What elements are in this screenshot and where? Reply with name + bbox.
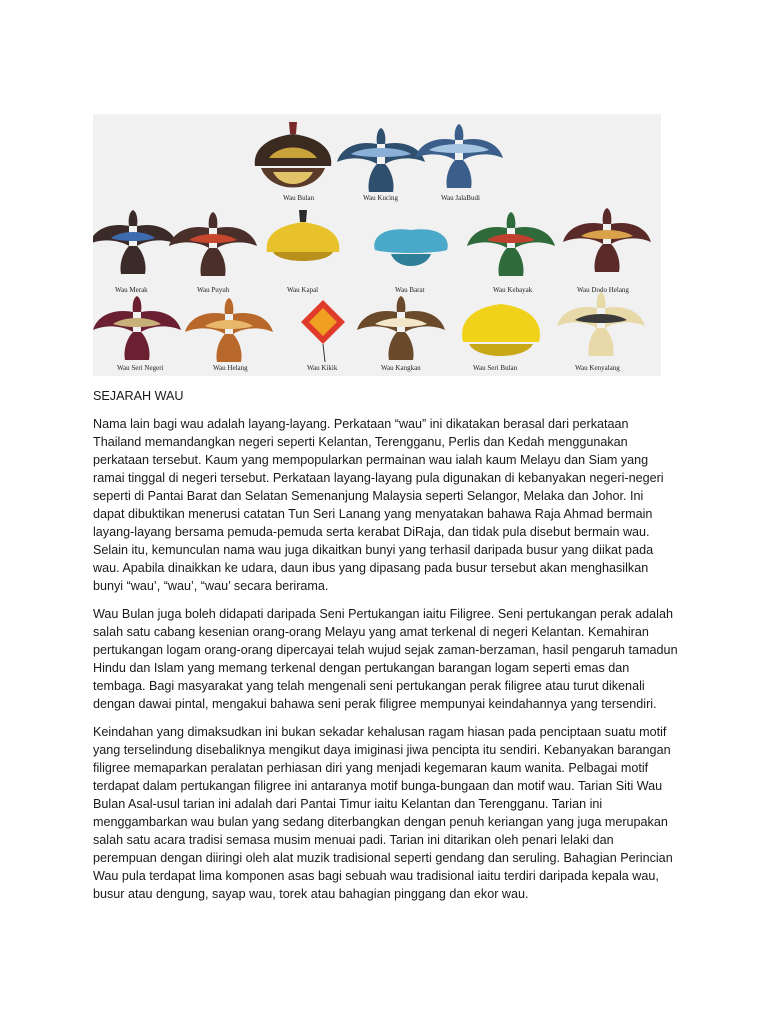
wau-kites-illustration	[93, 114, 661, 376]
kite-label: Wau Kucing	[363, 194, 399, 202]
kite-wau-kenyalang	[557, 292, 645, 356]
kite-label: Wau Dodo Helang	[577, 286, 629, 294]
kite-wau-bulan	[255, 122, 331, 188]
kite-label: Wau Barat	[395, 286, 425, 294]
kite-label: Wau Kebayak	[493, 286, 533, 294]
kite-wau-kebayak	[467, 212, 555, 276]
kite-wau-kikik	[301, 300, 345, 362]
kite-wau-jalabudi	[415, 124, 503, 188]
kite-label: Wau Kenyalang	[575, 364, 620, 372]
kite-wau-merak	[93, 210, 177, 274]
kite-label: Wau JalaBudi	[441, 194, 480, 202]
paragraph: Keindahan yang dimaksudkan ini bukan sekadar kehalusan ragam hiasan pada penciptaan suatu motif yang terselindung disebaliknya mengikut daya imiginasi jiwa pencipta itu sendiri. Kebanyakan barangan filigree memaparkan peralatan perhiasan diri yang menjadi kegemaran kaum wanita. Pelbagai motif terdapat dalam pertukangan filigree ini antaranya motif bunga-bungaan dan motif wau. Tarian Siti Wau Bulan Asal-usul tarian ini adalah dari Pantai Timur iaitu Kelantan dan Terengganu. Tarian ini menggambarkan wau bulan yang sedang diterbangkan dengan penuh keriangan yang juga merupakan salah satu acara tradisi semasa musim menuai padi. Tarian ini ditarikan oleh penari lelaki dan perempuan dengan diiringi oleh alat muzik tradisional seperti gendang dan seruling. Bahagian Perincian Wau pula terdapat lima komponen asas bagi sebuah wau tradisional iaitu terdiri daripada kepala wau, busur atau dengung, sayap wau, torek atau bahagian pinggang dan ekor wau.	[93, 725, 673, 901]
kite-wau-kapal	[267, 210, 340, 261]
kite-wau-kucing	[337, 128, 425, 192]
kite-label: Wau Helang	[213, 364, 248, 372]
kite-wau-seri-bulan	[462, 304, 540, 356]
kite-label: Wau Seri Bulan	[473, 364, 518, 372]
kite-wau-barat	[374, 229, 448, 266]
paragraph: Wau Bulan juga boleh didapati daripada Seni Pertukangan iaitu Filigree. Seni pertukangan perak adalah salah satu cabang kesenian orang-orang Melayu yang amat terkenal di negeri Kelantan. Kemahiran pertukangan logam orang-orang dipercayai telah wujud sejak zaman-berzaman, hasil pengaruh tamadun Hindu dan Islam yang memang terkenal dengan pertukangan barangan logam seperti emas dan tembaga. Bagi masyarakat yang telah mengenali seni pertukangan perak filigree atau turut dikenali dengan dawai pintal, mengakui bahawa seni perak filigree mempunyai keindahannya yang tersendiri.	[93, 607, 678, 711]
kite-label: Wau Kikik	[307, 364, 338, 372]
kite-label: Wau Puyuh	[197, 286, 230, 294]
article-body	[93, 387, 678, 913]
kite-wau-seri-negeri	[93, 296, 181, 360]
section-heading: SEJARAH WAU	[93, 389, 184, 403]
kite-wau-puyuh	[169, 212, 257, 276]
kite-label: Wau Seri Negeri	[117, 364, 164, 372]
wau-kites-figure	[93, 114, 661, 376]
kite-label: Wau Kapal	[287, 286, 319, 294]
kite-wau-helang	[185, 298, 273, 362]
kite-wau-dodo-helang	[563, 208, 651, 272]
kite-wau-kangkan	[357, 296, 445, 360]
kite-label: Wau Kangkan	[381, 364, 421, 372]
paragraph: Nama lain bagi wau adalah layang-layang. Perkataan “wau” ini dikatakan berasal dari perkataan Thailand memandangkan negeri seperti Kelantan, Terengganu, Perlis dan Kedah menggunakan perkataan tersebut. Kaum yang mempopularkan permainan wau ialah kaum Melayu dan Siam yang ramai tinggal di negeri tersebut. Perkataan layang-layang pula digunakan di kebanyakan negeri-negeri seperti di Pantai Barat dan Selatan Semenanjung Malaysia seperti Selangor, Melaka dan Johor. Ini dapat dibuktikan menerusi catatan Tun Seri Lanang yang menyatakan bahawa Raja Ahmad bermain layang-layang bersama pemuda-pemuda serta kerabat DiRaja, dan tidak pula disebut bermain wau. Selain itu, kemunculan nama wau juga dikaitkan bunyi yang terhasil daripada busur yang diikat pada wau. Apabila dinaikkan ke udara, daun ibus yang dipasang pada busur tersebut akan menghasilkan bunyi “wau’, “wau’, “wau’ secara berirama.	[93, 417, 664, 593]
kite-label: Wau Bulan	[283, 194, 315, 202]
kite-label: Wau Merak	[115, 286, 148, 294]
